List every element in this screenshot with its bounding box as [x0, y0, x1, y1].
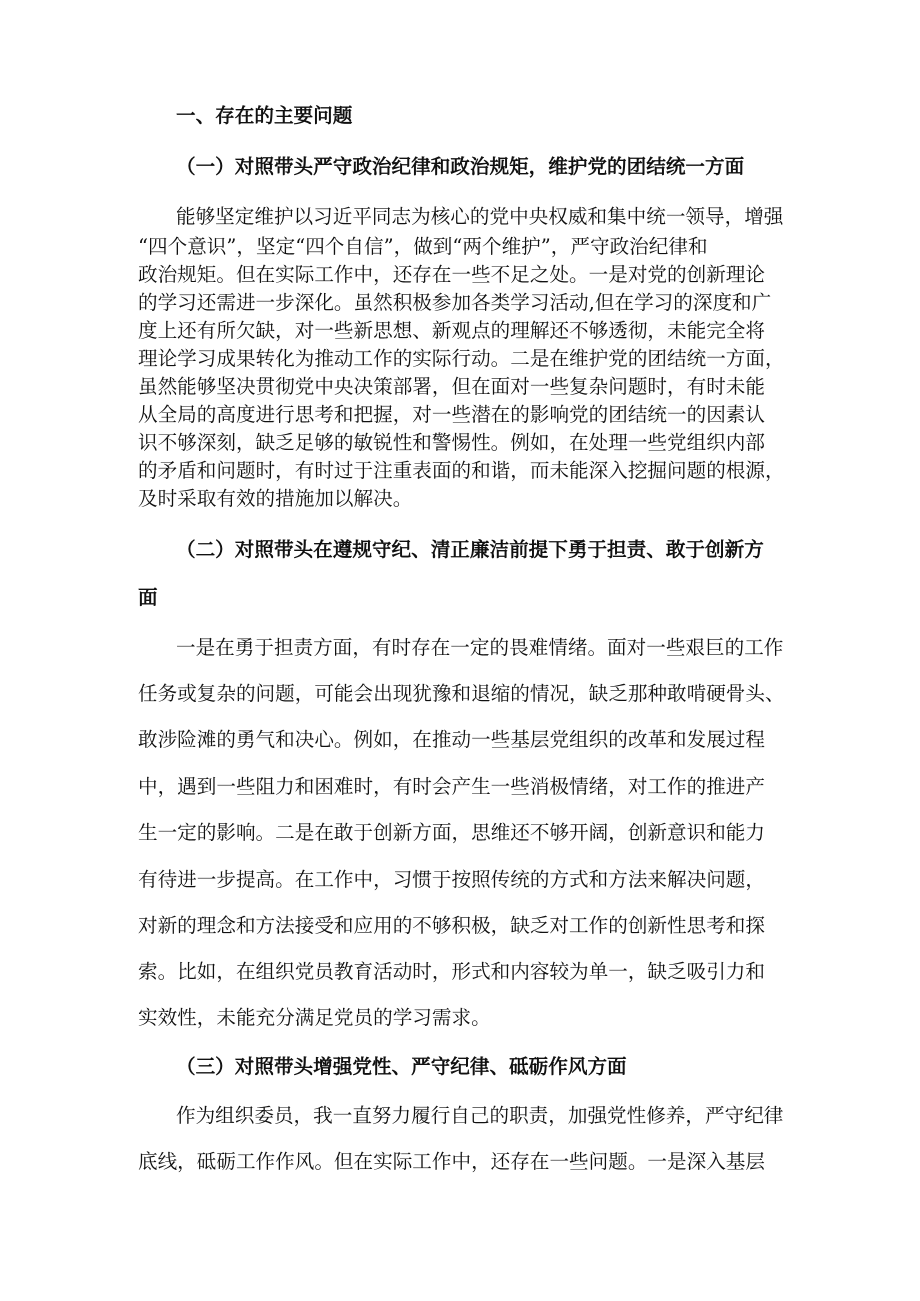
paragraph-line: 度上还有所欠缺，对一些新思想、新观点的理解还不够透彻，未能完全将	[138, 319, 765, 342]
paragraph-line: 生一定的影响。二是在敢于创新方面，思维还不够开阔，创新意识和能力	[138, 821, 765, 844]
paragraph-line: 虽然能够坚决贯彻党中央决策部署，但在面对一些复杂问题时，有时未能	[138, 375, 765, 398]
paragraph-line: 作为组织委员，我一直努力履行自己的职责，加强党性修养，严守纪律	[176, 1104, 784, 1127]
subsection-heading-2: （二）对照带头在遵规守纪、清正廉洁前提下勇于担责、敢于创新方	[176, 538, 764, 561]
section-heading: 一、存在的主要问题	[176, 104, 353, 127]
paragraph-line: 有待进一步提高。在工作中，习惯于按照传统的方式和方法来解决问题，	[138, 868, 765, 891]
paragraph-line: 从全局的高度进行思考和把握，对一些潜在的影响党的团结统一的因素认	[138, 403, 765, 426]
paragraph-line: 的矛盾和问题时，有时过于注重表面的和谐，而未能深入挖掘问题的根源，	[138, 459, 785, 482]
paragraph-line: 理论学习成果转化为推动工作的实际行动。二是在维护党的团结统一方面，	[138, 347, 785, 370]
paragraph-line: 识不够深刻，缺乏足够的敏锐性和警惕性。例如，在处理一些党组织内部	[138, 431, 765, 454]
paragraph-line: 敢涉险滩的勇气和决心。例如，在推动一些基层党组织的改革和发展过程	[138, 728, 765, 751]
paragraph-line: 索。比如，在组织党员教育活动时，形式和内容较为单一，缺乏吸引力和	[138, 960, 765, 983]
paragraph-line: 的学习还需进一步深化。虽然积极参加各类学习活动,但在学习的深度和广	[138, 291, 772, 314]
paragraph-line: 中，遇到一些阻力和困难时，有时会产生一些消极情绪，对工作的推进产	[138, 775, 765, 798]
paragraph-line: 一是在勇于担责方面，有时存在一定的畏难情绪。面对一些艰巨的工作	[176, 636, 784, 659]
paragraph-line: 政治规矩。但在实际工作中，还存在一些不足之处。一是对党的创新理论	[138, 263, 765, 286]
paragraph-line: 对新的理念和方法接受和应用的不够积极，缺乏对工作的创新性思考和探	[138, 914, 765, 937]
paragraph-line: 任务或复杂的问题，可能会出现犹豫和退缩的情况，缺乏那种敢啃硬骨头、	[138, 682, 785, 705]
paragraph-line: 实效性，未能充分满足党员的学习需求。	[138, 1006, 491, 1029]
paragraph-line: “四个意识”，坚定“四个自信”，做到“两个维护”，严守政治纪律和	[138, 235, 708, 258]
paragraph-line: 及时采取有效的措施加以解决。	[138, 487, 413, 510]
paragraph-line: 底线，砥砺工作作风。但在实际工作中，还存在一些问题。一是深入基层	[138, 1150, 765, 1173]
subsection-heading-1: （一）对照带头严守政治纪律和政治规矩，维护党的团结统一方面	[176, 155, 745, 178]
paragraph-line: 能够坚定维护以习近平同志为核心的党中央权威和集中统一领导，增强	[176, 205, 784, 228]
subsection-heading-2-continued: 面	[138, 586, 158, 609]
subsection-heading-3: （三）对照带头增强党性、严守纪律、砥砺作风方面	[176, 1055, 627, 1078]
